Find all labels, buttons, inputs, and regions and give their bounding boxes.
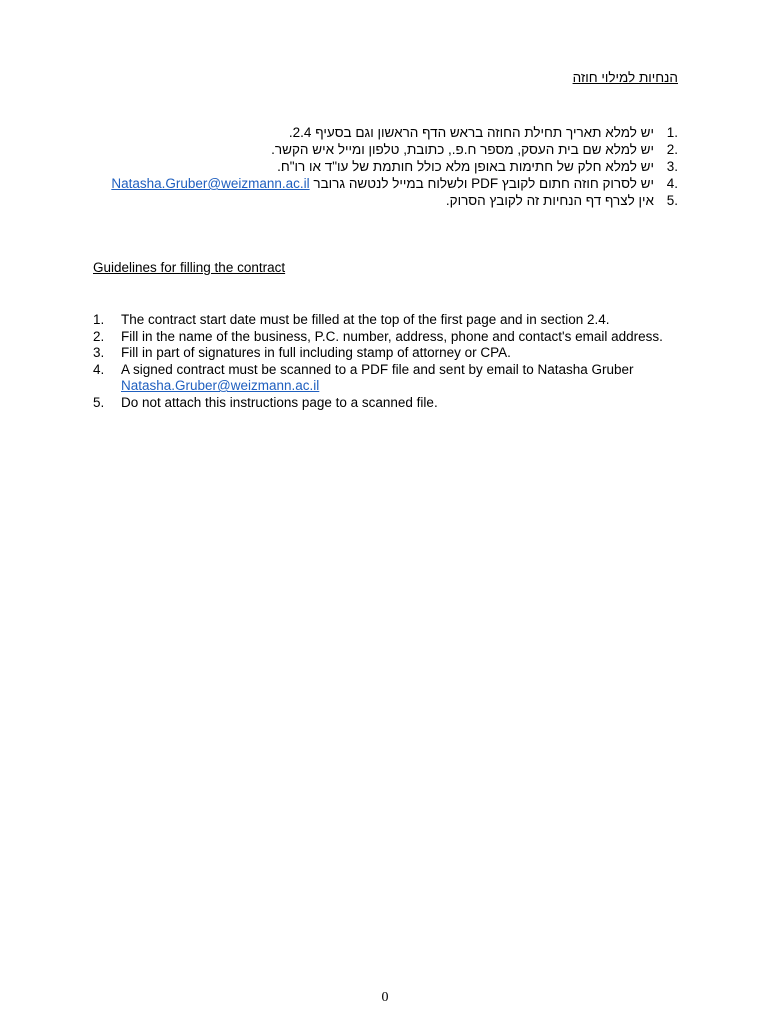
list-item-text: Do not attach this instructions page to a scanned file. xyxy=(121,394,438,410)
list-item-text: The contract start date must be filled at the top of the first page and in section 2.4. xyxy=(121,312,610,327)
english-guidelines-list xyxy=(93,312,693,411)
list-item xyxy=(93,329,693,346)
list-item xyxy=(88,192,678,209)
list-item-text xyxy=(111,175,656,192)
list-item-number: 1. xyxy=(93,312,105,327)
list-item-text: Fill in the name of the business, P.C. number, address, phone and contact's email address. xyxy=(121,328,663,344)
list-item-number: 3. xyxy=(93,345,105,360)
hebrew-instructions-list xyxy=(88,124,678,209)
list-item-number: .1 xyxy=(666,125,678,140)
list-item-text-part: A signed contract must be scanned to a PDF file and sent by email to Natasha Gruber xyxy=(121,361,634,377)
list-item-number: 5. xyxy=(93,394,105,410)
list-item xyxy=(88,175,678,192)
list-item xyxy=(93,345,693,362)
list-item-number: .2 xyxy=(666,142,678,157)
email-link[interactable]: Natasha.Gruber@weizmann.ac.il xyxy=(111,176,310,191)
email-link[interactable]: Natasha.Gruber@weizmann.ac.il xyxy=(121,378,320,393)
list-item xyxy=(88,158,678,175)
list-item-number: 4. xyxy=(93,361,105,377)
list-item-text-part: יש לסרוק חוזה חתום לקובץ PDF ולשלוח במייל לנטשה גרובר xyxy=(309,176,654,191)
list-item xyxy=(93,312,693,329)
list-item-number: .5 xyxy=(666,193,678,208)
list-item-text: אין לצרף דף הנחיות זה לקובץ הסרוק. xyxy=(445,193,654,208)
hebrew-title: הנחיות למילוי חוזה xyxy=(572,70,678,85)
list-item xyxy=(93,395,693,412)
list-item xyxy=(93,362,693,395)
list-item-number: .3 xyxy=(666,159,678,174)
list-item-text: Fill in part of signatures in full including stamp of attorney or CPA. xyxy=(121,345,511,360)
list-item xyxy=(88,141,678,158)
list-item-text xyxy=(121,362,693,395)
english-title: Guidelines for filling the contract xyxy=(93,260,286,275)
list-item-number: 2. xyxy=(93,328,105,344)
list-item-text: יש למלא חלק של חתימות באופן מלא כולל חותמת של עו"ד או רו"ח. xyxy=(277,159,654,174)
list-item-text: יש למלא תאריך תחילת החוזה בראש הדף הראשון וגם בסעיף 2.4. xyxy=(288,125,654,140)
list-item-text: יש למלא שם בית העסק, מספר ח.פ., כתובת, טלפון ומייל איש הקשר. xyxy=(271,142,654,157)
page-number: 0 xyxy=(381,990,389,1005)
list-item-number: .4 xyxy=(666,176,678,191)
list-item xyxy=(88,124,678,141)
